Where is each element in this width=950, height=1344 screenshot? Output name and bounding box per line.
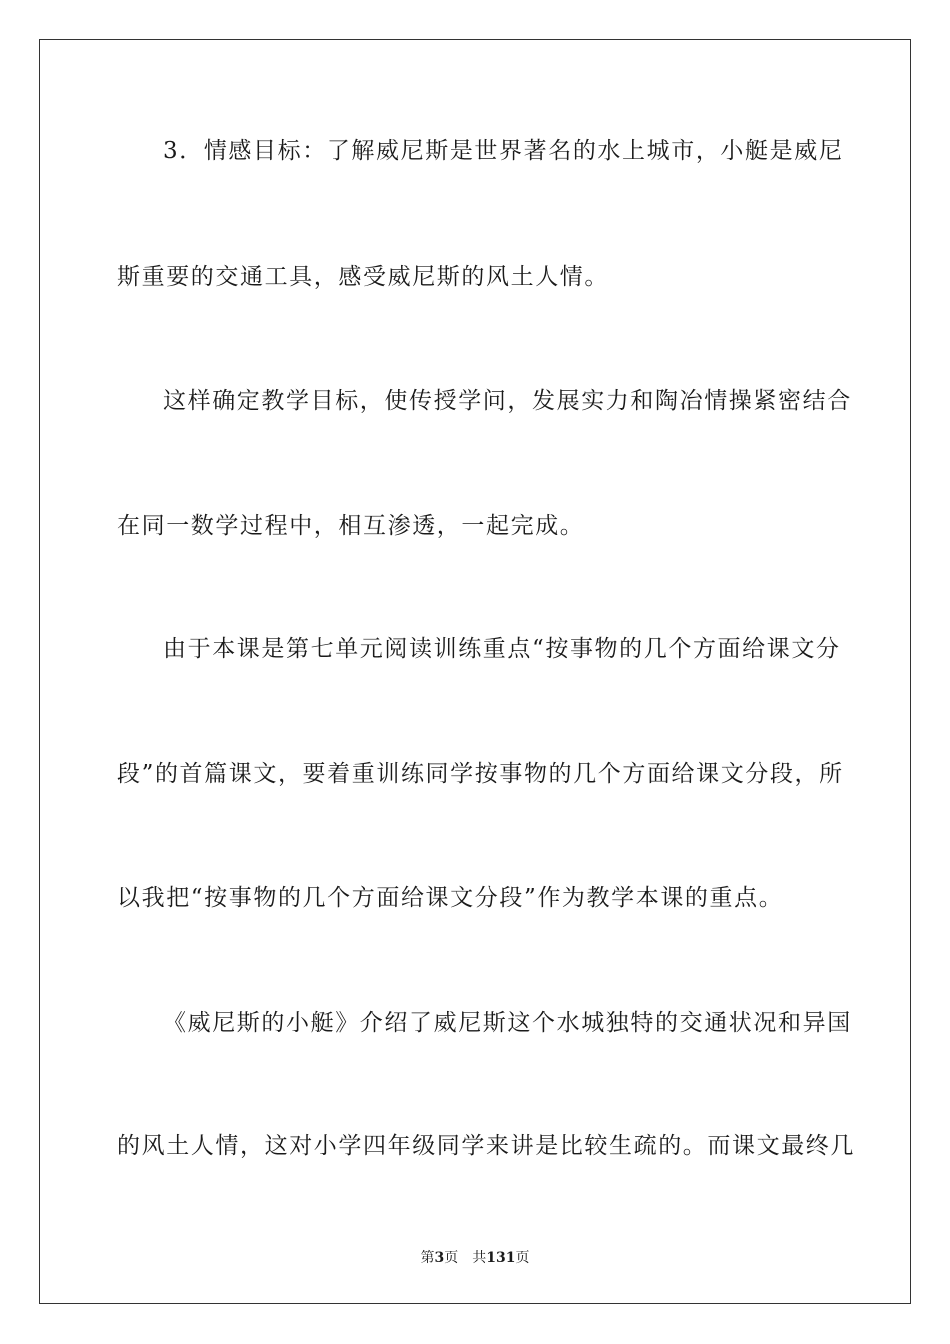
- paragraph-line-5: 由于本课是第七单元阅读训练重点“按事物的几个方面给课文分: [163, 636, 841, 662]
- paragraph-line-4: 在同一数学过程中，相互渗透，一起完成。: [117, 513, 585, 539]
- footer-page-suffix: 页: [444, 1250, 459, 1266]
- paragraph-line-3: 这样确定教学目标，使传授学问，发展实力和陶冶情操紧密结合: [163, 388, 852, 414]
- paragraph-line-6: 段”的首篇课文，要着重训练同学按事物的几个方面给课文分段，所: [117, 761, 844, 787]
- footer-total-prefix: 共: [472, 1250, 487, 1266]
- paragraph-line-9: 的风土人情，这对小学四年级同学来讲是比较生疏的。而课文最终几: [117, 1133, 855, 1159]
- paragraph-line-7: 以我把“按事物的几个方面给课文分段”作为教学本课的重点。: [117, 885, 784, 911]
- paragraph-line-1: 3．情感目标：了解威尼斯是世界著名的水上城市，小艇是威尼: [163, 138, 844, 164]
- page-border: [39, 39, 911, 1304]
- paragraph-line-2: 斯重要的交通工具，感受威尼斯的风土人情。: [117, 264, 609, 290]
- footer-total-pages: 131: [486, 1250, 516, 1266]
- paragraph-line-8: 《威尼斯的小艇》介绍了威尼斯这个水城独特的交通状况和异国: [163, 1010, 852, 1036]
- footer-total-suffix: 页: [515, 1250, 530, 1266]
- page-footer: [0, 1249, 950, 1267]
- footer-page-number: 3: [434, 1250, 445, 1266]
- footer-page-prefix: 第: [420, 1250, 435, 1266]
